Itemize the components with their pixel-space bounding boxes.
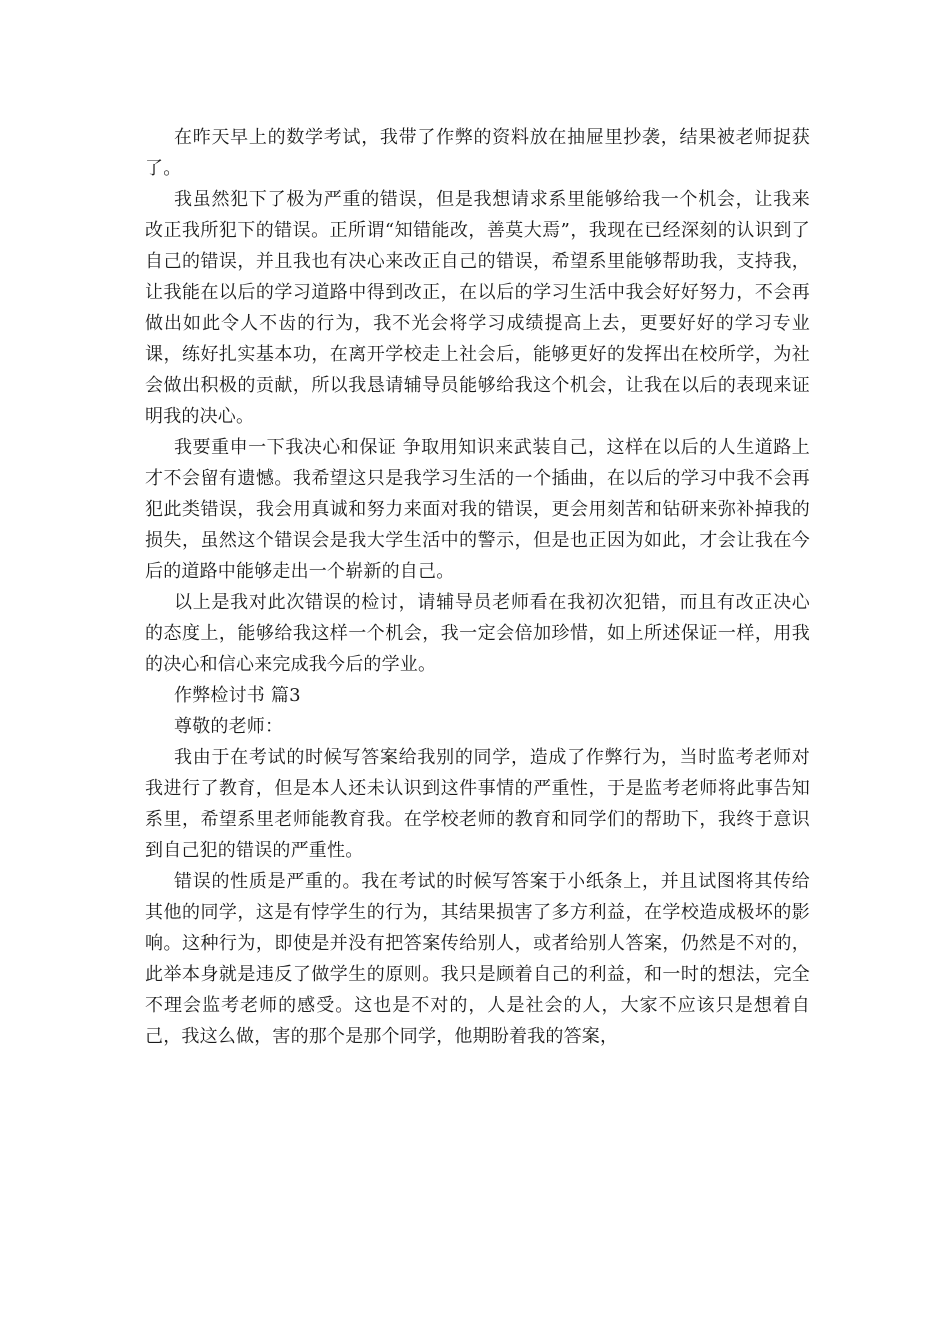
salutation: 尊敬的老师： [174,716,284,737]
paragraph-2: 我虽然犯下了极为严重的错误，但是我想请求系里能够给我一个机会，让我来改正我所犯下的错误。正所谓“知错能改，善莫大焉”，我现在已经深刻的认识到了自己的错误，并且我也有决心来改正自己的错误，希望系里能够帮助我，支持我，让我能在以后的学习道路中得到改正，在以后的学习生活中我会好好努力，不会再做出如此令人不齿的行为，我不光会将学习成绩提高上去，更要好好的学习专业课，练好扎实基本功，在离开学校走上社会后，能够更好的发挥出在校所学，为社会做出积极的贡献，所以我恳请辅导员能够给我这个机会，让我在以后的表现来证明我的决心。 [145,189,810,427]
paragraph-1: 在昨天早上的数学考试，我带了作弊的资料放在抽屉里抄袭，结果被老师捉获了。 [145,127,810,179]
document-body [145,122,810,1052]
paragraph-5: 我由于在考试的时候写答案给我别的同学，造成了作弊行为，当时监考老师对我进行了教育，但是本人还未认识到这件事情的严重性，于是监考老师将此事告知系里，希望系里老师能教育我。在学校老师的教育和同学们的帮助下，我终于意识到自己犯的错误的严重性。 [145,747,810,861]
paragraph-6: 错误的性质是严重的。我在考试的时候写答案于小纸条上，并且试图将其传给其他的同学，这是有悖学生的行为，其结果损害了多方利益，在学校造成极坏的影响。这种行为，即使是并没有把答案传给别人，或者给别人答案，仍然是不对的，此举本身就是违反了做学生的原则。我只是顾着自己的利益，和一时的想法，完全不理会监考老师的感受。这也是不对的，人是社会的人，大家不应该只是想着自己，我这么做，害的那个是那个同学，他期盼着我的答案， [145,871,810,1047]
paragraph-3: 我要重申一下我决心和保证 争取用知识来武装自己，这样在以后的人生道路上才不会留有遗憾。我希望这只是我学习生活的一个插曲，在以后的学习中我不会再犯此类错误，我会用真诚和努力来面对我的错误，更会用刻苦和钻研来弥补掉我的损失，虽然这个错误会是我大学生活中的警示，但是也正因为如此，才会让我在今后的道路中能够走出一个崭新的自己。 [145,437,810,582]
section-title: 作弊检讨书 篇3 [174,685,301,706]
paragraph-4: 以上是我对此次错误的检讨，请辅导员老师看在我初次犯错，而且有改正决心的态度上，能够给我这样一个机会，我一定会倍加珍惜，如上所述保证一样，用我的决心和信心来完成我今后的学业。 [145,592,810,675]
